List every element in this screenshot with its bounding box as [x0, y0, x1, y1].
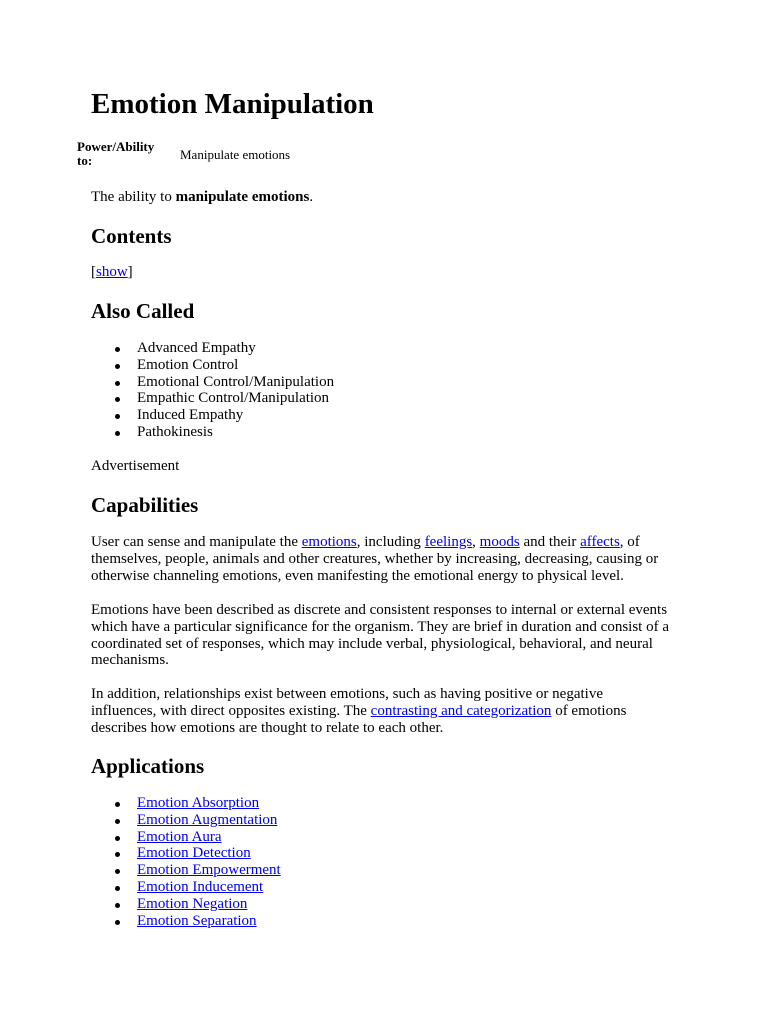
bullet-icon	[115, 920, 120, 925]
bullet-icon	[115, 886, 120, 891]
list-item-label: Pathokinesis	[137, 423, 213, 440]
contents-heading: Contents	[91, 224, 172, 248]
moods-link[interactable]: moods	[479, 534, 520, 550]
bullet-icon	[115, 869, 120, 874]
list-item-label: Emotional Control/Manipulation	[137, 373, 335, 390]
also-called-heading: Also Called	[91, 299, 195, 323]
list-item	[91, 879, 281, 896]
list-item-label: Empathic Control/Manipulation	[137, 390, 330, 407]
list-item	[91, 812, 281, 829]
bullet-icon	[115, 836, 120, 841]
bullet-icon	[115, 414, 120, 419]
cap-p1-text-4: and their	[519, 534, 581, 550]
application-link[interactable]: Emotion Absorption	[137, 795, 260, 811]
cap-p1-text-3: ,	[472, 534, 480, 550]
advertisement-label: Advertisement	[91, 458, 180, 474]
list-item-label: Emotion Control	[137, 356, 239, 373]
list-item-label: Induced Empathy	[137, 407, 244, 424]
application-link[interactable]: Emotion Empowerment	[137, 862, 281, 879]
bullet-icon	[115, 819, 120, 824]
page-title: Emotion Manipulation	[91, 88, 374, 120]
cap-p3-text-1: In addition, relationships exist between emotions, such as having positive or negative influences, with direct opposites existing. The	[91, 686, 603, 719]
intro-bold: manipulate emotions	[175, 189, 310, 205]
list-item-label: Advanced Empathy	[137, 340, 256, 356]
bullet-icon	[115, 381, 120, 386]
list-item	[91, 845, 281, 862]
list-item	[91, 374, 334, 391]
infobox-value: Manipulate emotions	[180, 147, 291, 162]
application-link[interactable]: Emotion Inducement	[137, 878, 264, 895]
capabilities-heading: Capabilities	[91, 493, 199, 517]
bullet-icon	[115, 397, 120, 402]
cap-p1-text-1: User can sense and manipulate the	[91, 534, 302, 550]
list-item	[91, 829, 281, 846]
list-item	[91, 357, 334, 374]
contrasting-categorization-link[interactable]: contrasting and categorization	[370, 702, 552, 719]
list-item	[91, 424, 334, 441]
capabilities-paragraph-1	[91, 534, 671, 584]
intro-prefix: The ability to	[91, 189, 176, 205]
application-link[interactable]: Emotion Augmentation	[137, 811, 278, 828]
list-item	[91, 862, 281, 879]
intro-paragraph	[91, 189, 671, 206]
capabilities-paragraph-2: Emotions have been described as discrete and consistent responses to internal or external events which have a particular significance for the organism. They are brief in duration and consist of a coordinated set of responses, which may include verbal, physiological, behavioral, and neural mechanisms.	[91, 602, 669, 669]
bullet-icon	[115, 802, 120, 807]
bullet-icon	[115, 852, 120, 857]
list-item	[91, 407, 334, 424]
contents-show-link[interactable]: show	[96, 264, 128, 280]
bullet-icon	[115, 364, 120, 369]
infobox-label: Power/Ability to:	[77, 139, 155, 168]
contents-toggle-line	[91, 264, 671, 281]
contents-open-bracket: [	[91, 264, 96, 280]
application-link[interactable]: Emotion Aura	[137, 828, 222, 845]
affects-link[interactable]: affects	[580, 534, 620, 550]
bullet-icon	[115, 347, 120, 352]
capabilities-paragraph-3	[91, 686, 671, 736]
feelings-link[interactable]: feelings	[424, 534, 473, 550]
list-item	[91, 913, 281, 930]
list-item	[91, 795, 281, 812]
application-link[interactable]: Emotion Detection	[137, 845, 251, 862]
applications-heading: Applications	[91, 754, 205, 778]
application-link[interactable]: Emotion Negation	[137, 895, 248, 912]
also-called-list	[91, 340, 334, 441]
list-item	[91, 896, 281, 913]
cap-p3-text-2: of emotions describes how emotions are thought to relate to each other.	[91, 702, 627, 736]
applications-list	[91, 795, 281, 929]
emotions-link[interactable]: emotions	[301, 534, 357, 550]
bullet-icon	[115, 903, 120, 908]
bullet-icon	[115, 431, 120, 436]
cap-p1-text-5: , of themselves, people, animals and other creatures, whether by increasing, decreasing, causing or otherwise channeling emotions, even manifesting the emotional energy to physical level.	[91, 534, 659, 584]
application-link[interactable]: Emotion Separation	[137, 912, 257, 929]
cap-p1-text-2: , including	[356, 534, 425, 550]
list-item	[91, 390, 334, 407]
list-item	[91, 340, 334, 357]
contents-close-bracket: ]	[127, 264, 133, 280]
intro-suffix: .	[309, 189, 314, 205]
